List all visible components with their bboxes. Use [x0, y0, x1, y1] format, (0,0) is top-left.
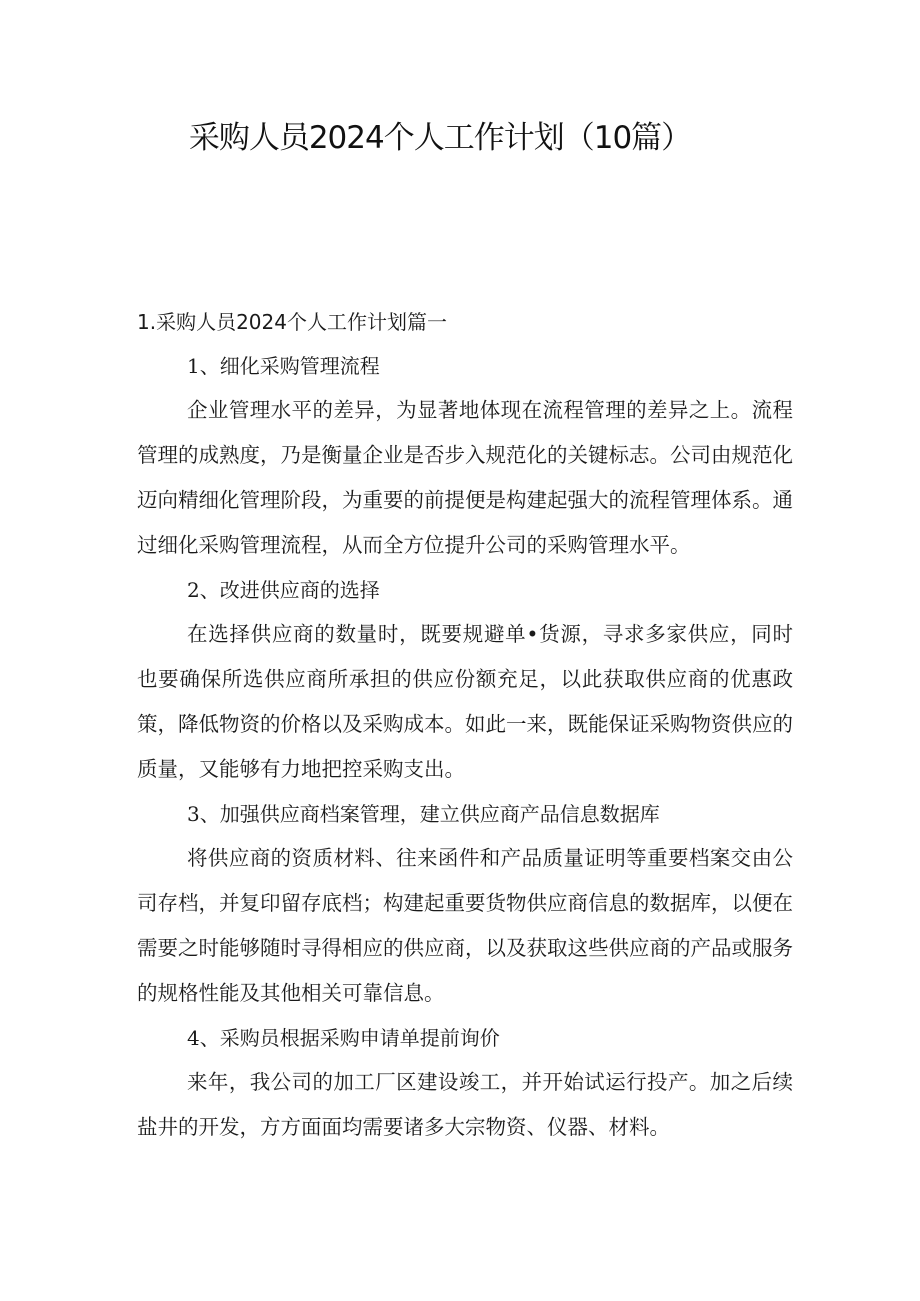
document-title: 采购人员2024个人工作计划（10篇）: [188, 120, 692, 156]
subheading-3: 3、加强供应商档案管理，建立供应商产品信息数据库: [187, 802, 660, 826]
subheading-2: 2、改进供应商的选择: [187, 578, 380, 602]
document-body: [137, 300, 793, 1150]
paragraph-4: 来年，我公司的加工厂区建设竣工，并开始试运行投产。加之后续盐井的开发，方方面面均需要诸多大宗物资、仪器、材料。: [137, 1070, 793, 1139]
paragraph-1: 企业管理水平的差异，为显著地体现在流程管理的差异之上。流程管理的成熟度，乃是衡量企业是否步入规范化的关键标志。公司由规范化迈向精细化管理阶段，为重要的前提便是构建起强大的流程管理体系。通过细化采购管理流程，从而全方位提升公司的采购管理水平。: [137, 398, 793, 557]
paragraph-2: 在选择供应商的数量时，既要规避单•货源，寻求多家供应，同时也要确保所选供应商所承担的供应份额充足，以此获取供应商的优惠政策，降低物资的价格以及采购成本。如此一来，既能保证采购物资供应的质量，又能够有力地把控采购支出。: [137, 622, 793, 781]
subheading-1: 1、细化采购管理流程: [187, 354, 380, 378]
paragraph-3: 将供应商的资质材料、往来函件和产品质量证明等重要档案交由公司存档，并复印留存底档；构建起重要货物供应商信息的数据库，以便在需要之时能够随时寻得相应的供应商，以及获取这些供应商的产品或服务的规格性能及其他相关可靠信息。: [137, 846, 793, 1005]
section-heading: 1.采购人员2024个人工作计划篇一: [137, 310, 447, 334]
subheading-4: 4、采购员根据采购申请单提前询价: [187, 1026, 500, 1050]
